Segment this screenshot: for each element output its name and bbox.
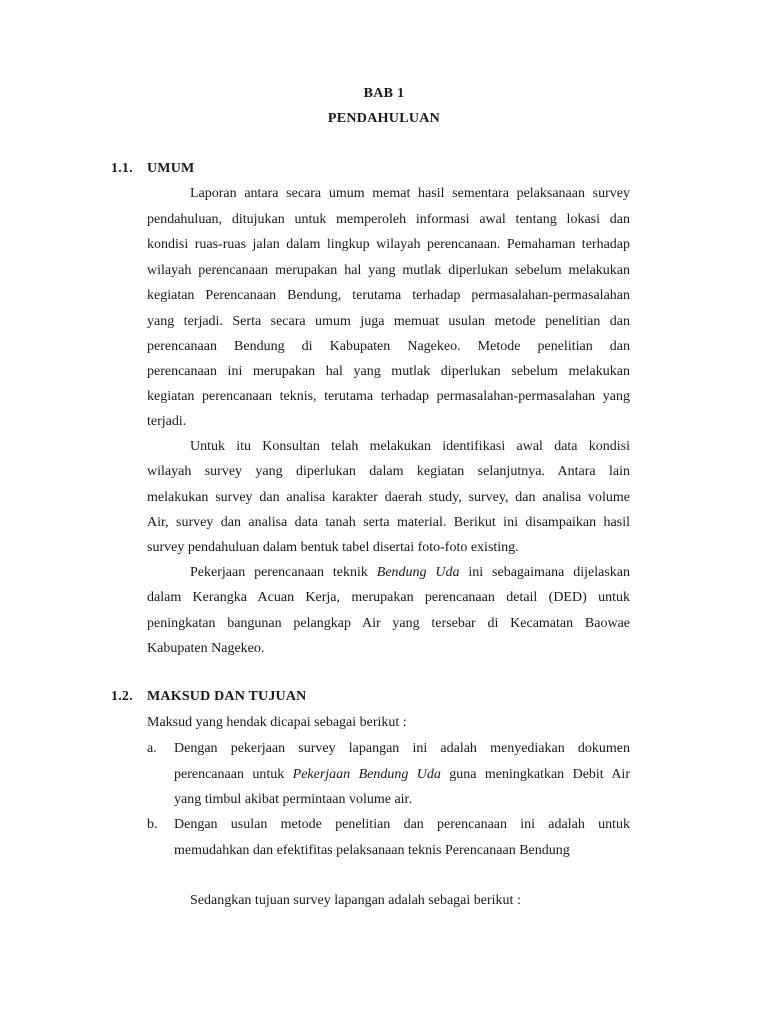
text-run: perencanaan untuk xyxy=(174,767,293,782)
list-marker-b: b. xyxy=(147,817,158,832)
paragraph-line: kegiatan Perencanaan Bendung, terutama terhadap permasalahan-permasalahan xyxy=(147,288,630,303)
paragraph-line: terjadi. xyxy=(147,414,187,429)
text-run: ini sebagaimana dijelaskan xyxy=(459,565,630,580)
paragraph-line: melakukan survey dan analisa karakter daerah study, survey, dan analisa volume xyxy=(147,490,630,505)
paragraph-line: peningkatan bangunan pelangkap Air yang tersebar di Kecamatan Baowae xyxy=(147,616,630,631)
paragraph-line: wilayah perencanaan merupakan hal yang mutlak diperlukan sebelum melakukan xyxy=(147,263,630,278)
list-marker-a: a. xyxy=(147,741,157,756)
section-heading-umum xyxy=(111,161,194,177)
chapter-title: PENDAHULUAN xyxy=(327,111,441,126)
paragraph-line: Untuk itu Konsultan telah melakukan identifikasi awal data kondisi xyxy=(190,439,630,454)
paragraph-line: dalam Kerangka Acuan Kerja, merupakan perencanaan detail (DED) untuk xyxy=(147,590,630,605)
paragraph-line: Laporan antara secara umum memat hasil sementara pelaksanaan survey xyxy=(190,186,630,201)
section-title: UMUM xyxy=(147,161,195,176)
chapter-label: BAB 1 xyxy=(363,86,405,101)
list-item-line: yang timbul akibat permintaan volume air. xyxy=(174,792,412,807)
paragraph-line: pendahuluan, ditujukan untuk memperoleh informasi awal tentang lokasi dan xyxy=(147,212,630,227)
list-item-line: Dengan pekerjaan survey lapangan ini adalah menyediakan dokumen xyxy=(174,741,630,756)
paragraph-line: wilayah survey yang diperlukan dalam kegiatan selanjutnya. Antara lain xyxy=(147,464,630,479)
paragraph-line: survey pendahuluan dalam bentuk tabel disertai foto-foto existing. xyxy=(147,540,519,555)
list-item-line: Dengan usulan metode penelitian dan perencanaan ini adalah untuk xyxy=(174,817,630,832)
paragraph-line: yang terjadi. Serta secara umum juga memuat usulan metode penelitian dan xyxy=(147,314,630,329)
paragraph-line xyxy=(190,560,630,585)
paragraph-line: perencanaan ini merupakan hal yang mutlak diperlukan sebelum melakukan xyxy=(147,364,630,379)
italic-project-name: Pekerjaan Bendung Uda xyxy=(292,767,441,782)
section-number: 1.2. xyxy=(111,689,133,704)
section-title: MAKSUD DAN TUJUAN xyxy=(147,689,307,704)
paragraph-line: Kabupaten Nagekeo. xyxy=(147,641,265,656)
italic-project-name: Bendung Uda xyxy=(376,565,460,580)
paragraph-line: perencanaan Bendung di Kabupaten Nagekeo. Metode penelitian dan xyxy=(147,339,630,354)
text-run: guna meningkatkan Debit Air xyxy=(440,767,630,782)
closing-sentence: Sedangkan tujuan survey lapangan adalah sebagai berikut : xyxy=(190,893,521,908)
text-run: Pekerjaan perencanaan teknik xyxy=(190,565,377,580)
list-item-line xyxy=(174,762,630,787)
section-intro: Maksud yang hendak dicapai sebagai berikut : xyxy=(147,715,407,730)
section-heading-maksud-tujuan xyxy=(111,689,306,705)
paragraph-line: kondisi ruas-ruas jalan dalam lingkup wilayah perencanaan. Pemahaman terhadap xyxy=(147,237,630,252)
list-item-line: memudahkan dan efektifitas pelaksanaan teknis Perencanaan Bendung xyxy=(174,843,570,858)
paragraph-line: kegiatan perencanaan teknis, terutama terhadap permasalahan-permasalahan yang xyxy=(147,389,630,404)
paragraph-line: Air, survey dan analisa data tanah serta material. Berikut ini disampaikan hasil xyxy=(147,515,630,530)
section-number: 1.1. xyxy=(111,161,133,176)
